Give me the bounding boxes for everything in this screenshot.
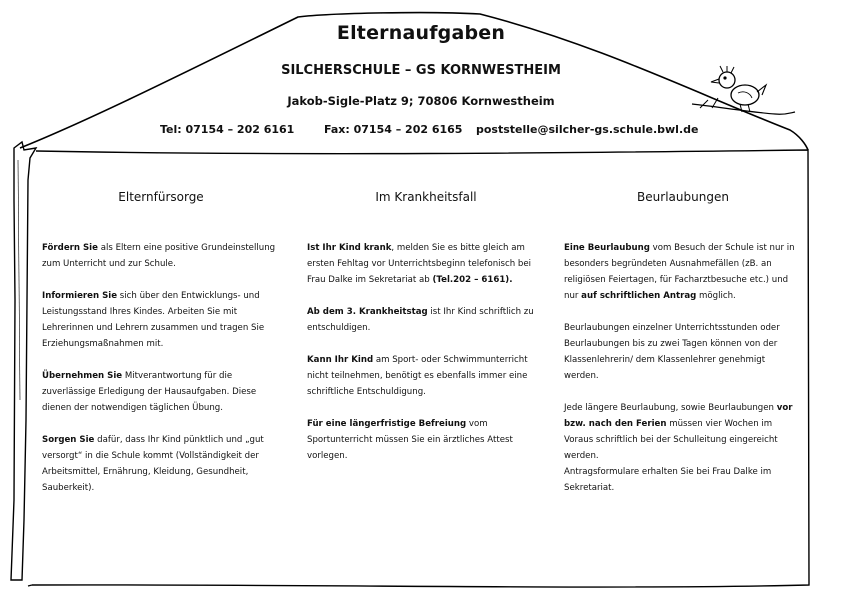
fax-number: Fax: 07154 – 202 6165 [324,123,463,136]
column-heading: Elternfürsorge [118,190,204,204]
school-address: Jakob-Sigle-Platz 9; 70806 Kornwestheim [287,94,555,108]
column-elternfuersorge [42,190,280,512]
paragraph: Ist Ihr Kind krank, melden Sie es bitte gleich am ersten Fehltag vor Unterrichtsbeginn telefonisch bei Frau Dalke im Sekretariat ab (Tel.202 – 6161). [307,243,532,285]
email-address[interactable]: poststelle@silcher-gs.schule.bwl.de [476,123,699,136]
paragraph: Für eine längerfristige Befreiung vom Sportunterricht müssen Sie ein ärztliches Attest vorlegen. [307,419,513,461]
paragraph: Ab dem 3. Krankheitstag ist Ihr Kind schriftlich zu entschuldigen. [307,307,534,333]
paragraph: Antragsformulare erhalten Sie bei Frau Dalke im Sekretariat. [564,467,772,493]
school-name: SILCHERSCHULE – GS KORNWESTHEIM [281,63,561,78]
paragraph: Fördern Sie als Eltern eine positive Grundeinstellung zum Unterricht und zur Schule. [42,243,276,269]
paragraph: Sorgen Sie dafür, dass Ihr Kind pünktlich und „gut versorgt“ in die Schule kommt (Vollständigkeit der Arbeitsmittel, Ernährung, Kleidung, Gesundheit, Sauberkeit). [42,435,264,493]
left-post [11,142,36,580]
column-krankheitsfall [307,190,545,480]
paragraph: Informieren Sie sich über den Entwicklungs- und Leistungsstand Ihres Kindes. Arbeiten Sie mit Lehrerinnen und Lehrern zusammen und tragen Sie Erziehungsmaßnahmen mit. [42,291,265,349]
column-heading: Im Krankheitsfall [375,190,477,204]
column-beurlaubungen [564,190,802,512]
paragraph: Jede längere Beurlaubung, sowie Beurlaubungen vor bzw. nach den Ferien müssen vier Wochen im Voraus schriftlich bei der Schulleitung eingereicht werden. [564,403,793,461]
paragraph: Eine Beurlaubung vom Besuch der Schule ist nur in besonders begründeten Ausnahmefällen (zB. an religiösen Feiertagen, für Facharztbesuche etc.) und nur auf schriftlichen Antrag möglich. [564,243,795,301]
page-title: Elternaufgaben [336,22,506,44]
paragraph: Übernehmen Sie Mitverantwortung für die zuverlässige Erledigung der Hausaufgaben. Diese dienen der notwendigen täglichen Übung. [42,371,257,413]
phone-number: Tel: 07154 – 202 6161 [160,123,295,136]
column-heading: Beurlaubungen [637,190,729,204]
paragraph: Kann Ihr Kind am Sport- oder Schwimmunterricht nicht teilnehmen, benötigt es ebenfalls immer eine schriftliche Entschuldigung. [307,355,528,397]
paragraph: Beurlaubungen einzelner Unterrichtsstunden oder Beurlaubungen bis zu zwei Tagen können von der Klassenlehrerin/ dem Klassenlehrer genehmigt werden. [564,323,780,381]
